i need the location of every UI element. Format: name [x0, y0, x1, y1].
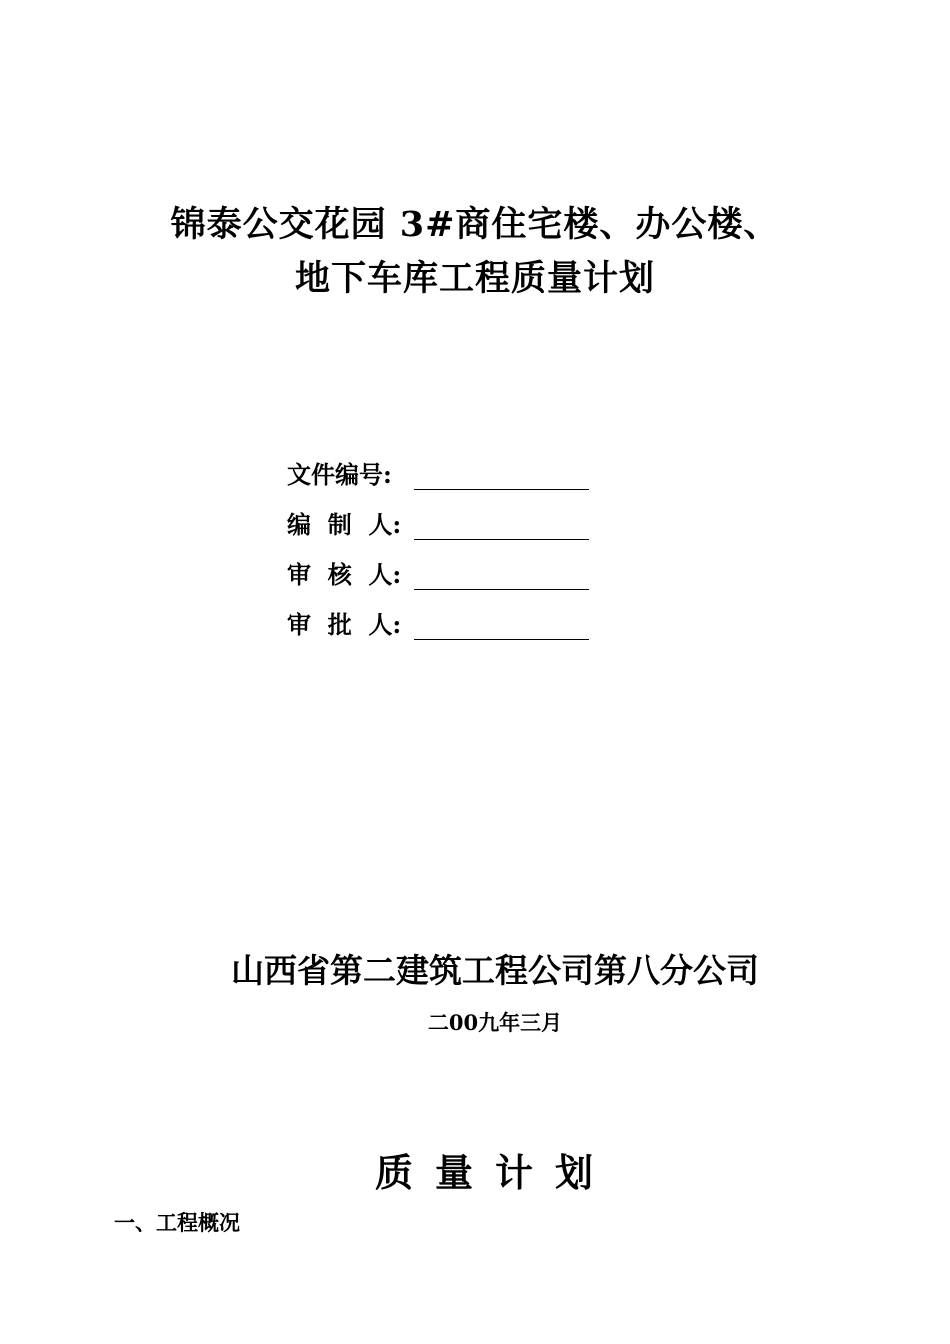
- field-label: 编 制 人:: [287, 510, 402, 539]
- field-document-number: [287, 456, 589, 490]
- document-title-line-2: 地下车库工程质量计划: [294, 258, 655, 299]
- field-label: 审 批 人:: [287, 610, 402, 639]
- company-name: 山西省第二建筑工程公司第八分公司: [231, 951, 759, 990]
- document-date: 二00九年三月: [427, 1010, 563, 1035]
- field-prepared-by: [287, 506, 589, 540]
- blank-line: [414, 613, 589, 640]
- field-approved-by: [287, 606, 589, 640]
- field-label: 文件编号:: [287, 460, 392, 489]
- field-label: 审 核 人:: [287, 560, 402, 589]
- blank-line: [414, 563, 589, 590]
- blank-line: [414, 513, 589, 540]
- blank-line: [414, 463, 589, 490]
- plan-heading: 质量计划: [374, 1150, 615, 1195]
- document-title-line-1: 锦泰公交花园 3#商住宅楼、办公楼、: [170, 204, 780, 245]
- section-heading: 一、工程概况: [114, 1210, 240, 1235]
- field-reviewed-by: [287, 556, 589, 590]
